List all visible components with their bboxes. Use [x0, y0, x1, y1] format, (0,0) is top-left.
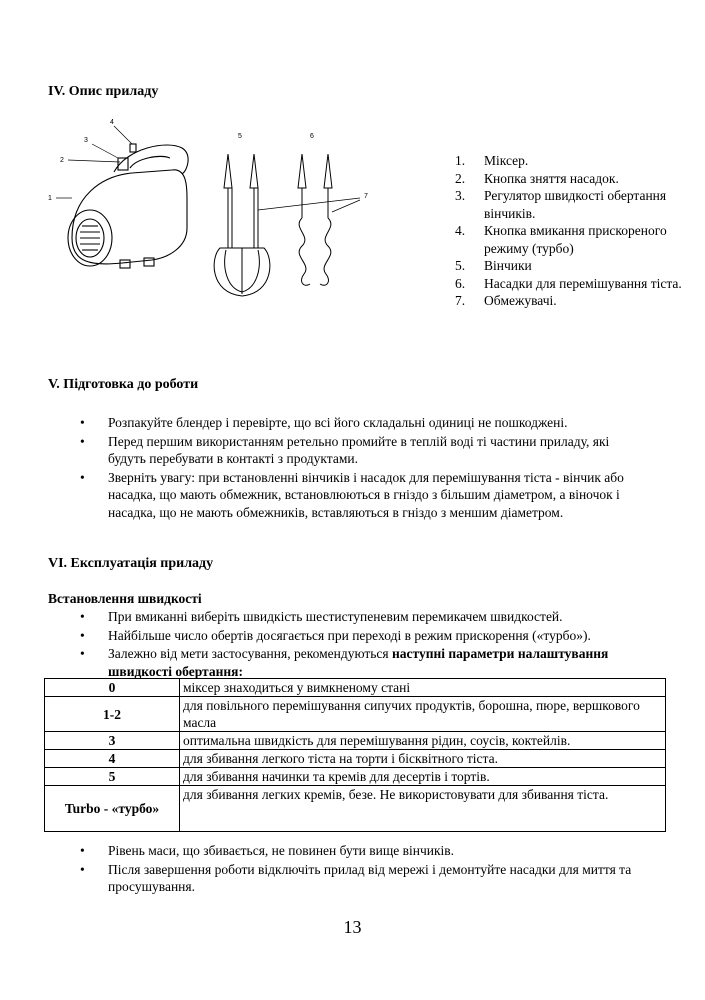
part-item-4: 4. Кнопка вмикання прискореного режиму (турбо) [455, 223, 667, 256]
diagram-label-6: 6 [310, 133, 314, 140]
diagram-label-4: 4 [110, 119, 114, 126]
table-row [45, 679, 666, 697]
section-5-title: V. Підготовка до роботи [48, 377, 199, 392]
parts-list [455, 152, 695, 310]
part-item-6: 6. Насадки для перемішування тіста. [455, 275, 682, 291]
speed-subtitle: Встановлення швидкості [48, 591, 202, 606]
table-row [45, 697, 666, 732]
table-row [45, 750, 666, 768]
speed-table [44, 678, 666, 832]
speed-description: для збивання начинки та кремів для десертів і тортів. [180, 768, 666, 786]
part-item-1: 1. Міксер. [455, 153, 529, 168]
section-6-title: VI. Експлуатація приладу [48, 556, 214, 571]
diagram-label-5: 5 [238, 133, 242, 140]
speed-level: 1-2 [45, 697, 180, 732]
list-item: • Зверніть увагу: при встановленні вінчиків і насадок для перемішування тіста - вінчик або насадка, що мають обмежник, встановлюються в гніздо з більшим діаметром, а віночок і насадка, що не мають обмежників, вставляються в гніздо з меншим діаметром. [80, 469, 624, 520]
final-notes-list [80, 842, 640, 897]
list-item: • При вмиканні виберіть швидкість шестиступеневим перемикачем швидкостей. [80, 609, 563, 624]
speed-description: оптимальна швидкість для перемішування рідин, соусів, коктейлів. [180, 732, 666, 750]
list-item: • Рівень маси, що збивається, не повинен бути вище вінчиків. [80, 843, 455, 858]
diagram-label-2: 2 [60, 157, 64, 164]
speed-level: 3 [45, 732, 180, 750]
part-item-7: 7. Обмежувачі. [455, 293, 557, 308]
page-number: 13 [343, 917, 362, 937]
speed-description: для збивання легких кремів, безе. Не використовувати для збивання тіста. [180, 786, 666, 832]
list-item: • Найбільше число обертів досягається при переході в режим прискорення («турбо»). [80, 627, 591, 643]
speed-description: для повільного перемішування сипучих продуктів, борошна, пюре, вершкового масла [180, 697, 666, 732]
diagram-label-1: 1 [48, 195, 52, 202]
list-item: • Перед першим використанням ретельно промийте в теплій воді ті частини приладу, які будуть перебувати в контакті з продуктами. [80, 433, 610, 466]
speed-level: 0 [45, 679, 180, 697]
speed-level: 4 [45, 750, 180, 768]
speed-level: 5 [45, 768, 180, 786]
part-item-2: 2. Кнопка зняття насадок. [455, 170, 619, 186]
list-item: • Після завершення роботи відключіть прилад від мережі і демонтуйте насадки для миття та просушування. [80, 861, 632, 894]
operation-list [80, 608, 660, 681]
table-row [45, 732, 666, 750]
section-4-title: IV. Опис приладу [48, 84, 159, 99]
list-item: • Розпакуйте блендер і перевірте, що всі його складальні одиниці не пошкоджені. [80, 415, 568, 430]
diagram-label-3: 3 [84, 137, 88, 144]
speed-description: міксер знаходиться у вимкненому стані [180, 679, 666, 697]
list-item: • Залежно від мети застосування, рекомендуються наступні параметри налаштування швидкості обертання: [80, 646, 609, 679]
mixer-diagram [42, 118, 372, 308]
table-row [45, 768, 666, 786]
part-item-3: 3. Регулятор швидкості обертання вінчиків. [455, 188, 667, 221]
table-row [45, 786, 666, 832]
preparation-list [80, 414, 640, 522]
speed-level: Turbo - «турбо» [45, 786, 180, 832]
part-item-5: 5. Вінчики [455, 258, 532, 273]
diagram-label-7: 7 [364, 193, 368, 200]
speed-description: для збивання легкого тіста на торти і бісквітного тіста. [180, 750, 666, 768]
